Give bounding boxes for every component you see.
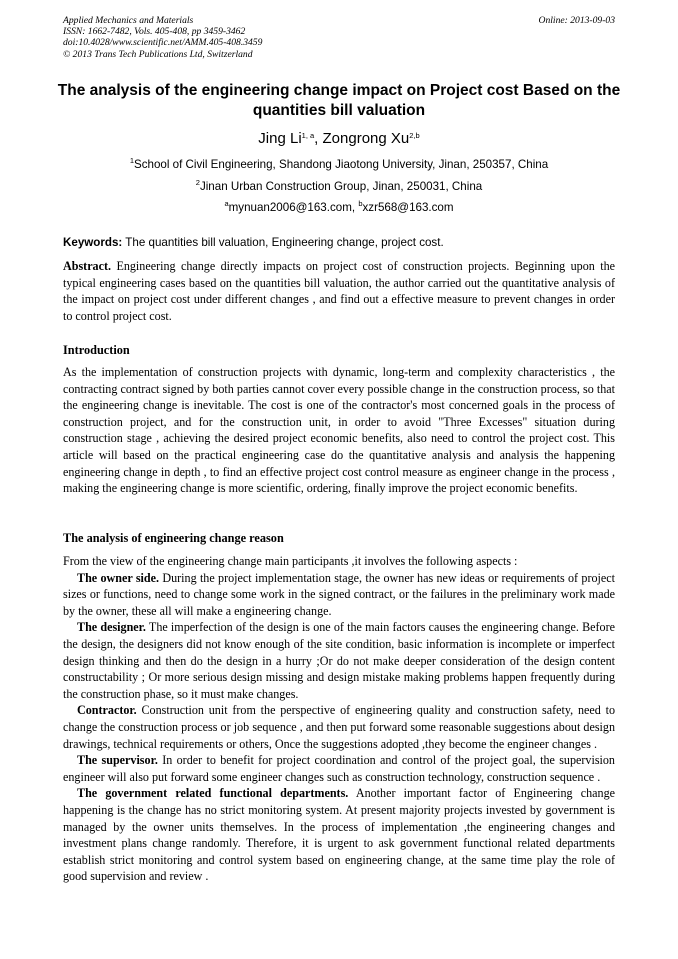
abstract-label: Abstract. (63, 259, 112, 273)
journal-name: Applied Mechanics and Materials (63, 15, 194, 26)
paragraph-text: Another important factor of Engineering change happening is the change has no strict monitoring system. At present majority projects invested by government is managed by the owner units themselves. In the process of implementation ,the engineering changes and investment plans change randomly. Therefore, it is urgent to ask government functional related departments establish strict monitoring and control system based on engineering change, at the same time play the role of good supervision and review . (63, 786, 616, 884)
keywords-label: Keywords: (63, 236, 123, 249)
analysis-body (63, 553, 615, 885)
section-heading-introduction: Introduction (63, 343, 130, 357)
paragraph-contractor (63, 702, 615, 752)
issn-line: ISSN: 1662-7482, Vols. 405-408, pp 3459-3462 (63, 26, 246, 38)
email-link[interactable]: xzr568@163.com (362, 201, 454, 214)
affiliation-text: School of Civil Engineering, Shandong Jiaotong University, Jinan, 250357, China (133, 158, 549, 171)
paragraph-text: During the project implementation stage, the owner has new ideas or requirements of project sizes or functions, need to change some work in the signed contract, or the failures in the preliminary work made by the owner, these all will make a engineering change. (63, 570, 615, 618)
paragraph-label: Contractor. (77, 703, 137, 718)
introduction-paragraph: As the implementation of construction projects with dynamic, long-term and complexity characteristics , the contracting contract signed by both parties cannot cover every possible change in the construction process, so that the engineering change is inevitable. The cost is one of the contractor's most concerned goals in the process of construction project, and for the construction unit, in order to avoid "Three Excesses" situation during construction stage , achieving the desired project economic benefits, also need to control the project cost. This article will based on the practical engineering case do the quantitative analysis and analysis the happening engineering change in depth , to find an effective project cost control measure as engineer change in the process , making the engineering change is more scientific, ordering, finally improve the project economic benefits. (63, 365, 615, 496)
abstract-text: Engineering change directly impacts on project cost of construction projects. Beginning upon the typical engineering cases based on the quantities bill valuation, the author carried out the quantitative analysis of the impact on project cost under different changes , and find out a effective measure to prevent changes in order to control project cost. (63, 259, 615, 323)
email-superscript: a (224, 199, 229, 208)
journal-header (63, 15, 615, 60)
paragraph-text: The imperfection of the design is one of the main factors causes the engineering change. Before the design, the designers did not know enough of the site condition, basic information is incomplete or imperfect design thinking and then do the design in a hurry ;Or do not make deeper consideration of the design content constructability ; Or more serious design missing and design mistake making problems happen frequently during the construction phase, so it must make changes. (63, 620, 616, 701)
paragraph-text: Construction unit from the perspective of engineering quality and construction safety, need to change the construction process or job sequence , and then put forward some reasonable suggestions about design drawings, technical requirements or others, Once the suggestions adopted ,they become the engineer changes . (63, 703, 615, 751)
author-line (0, 130, 678, 147)
paragraph-text: In order to benefit for project coordination and control of the project goal, the supervision engineer will also put forward some engineer changes such as construction technology, construction sequence . (63, 753, 615, 784)
analysis-lead: From the view of the engineering change main participants ,it involves the following aspects : (63, 554, 518, 568)
paragraph-owner (63, 570, 615, 620)
paragraph-label: The supervisor. (77, 753, 158, 768)
author-name: Zongrong Xu (322, 130, 410, 147)
affiliation-text: Jinan Urban Construction Group, Jinan, 250031, China (199, 180, 483, 193)
email-link[interactable]: mynuan2006@163.com, (228, 201, 359, 214)
doi-line: doi:10.4028/www.scientific.net/AMM.405-408.3459 (63, 37, 263, 49)
paper-title: The analysis of the engineering change impact on Project cost Based on the quantities bill valuation (57, 82, 621, 119)
author-superscript: 2,b (409, 131, 420, 140)
affiliation-2 (0, 180, 678, 193)
paragraph-label: The owner side. (77, 570, 160, 585)
author-superscript: 1, a (301, 131, 315, 140)
paragraph-label: The designer. (77, 620, 146, 635)
author-name: Jing Li (258, 130, 302, 147)
online-date: Online: 2013-09-03 (538, 15, 615, 26)
paragraph-designer (63, 619, 615, 702)
affiliation-superscript: 2 (195, 178, 200, 187)
section-heading-analysis: The analysis of engineering change reason (63, 531, 284, 545)
keywords (63, 236, 615, 249)
keywords-text: The quantities bill valuation, Engineering change, project cost. (122, 236, 444, 249)
email-line (0, 201, 678, 214)
email-superscript: b (358, 199, 363, 208)
author-separator: , (314, 130, 323, 147)
paragraph-label: The government related functional departments. (77, 786, 349, 801)
affiliation-superscript: 1 (129, 156, 134, 165)
abstract (63, 258, 615, 324)
copyright-line: © 2013 Trans Tech Publications Ltd, Switzerland (63, 48, 253, 60)
paragraph-government (63, 785, 615, 885)
affiliation-1 (0, 158, 678, 171)
paragraph-supervisor (63, 752, 615, 785)
